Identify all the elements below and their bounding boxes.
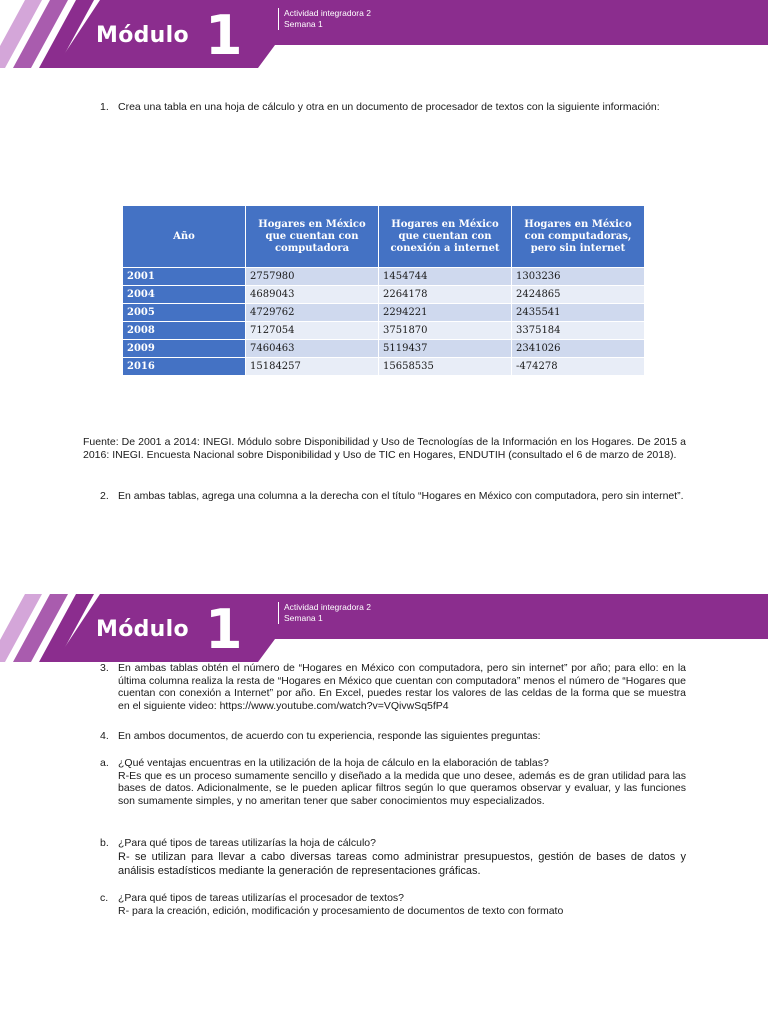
question-c: [100, 892, 686, 917]
cell-year: 2001: [123, 268, 246, 286]
cell-no-internet: 2341026: [512, 340, 645, 358]
item-4-text: En ambos documentos, de acuerdo con tu experiencia, responde las siguientes preguntas:: [118, 730, 541, 742]
brand-number: 1: [205, 598, 243, 661]
cell-no-internet: 3375184: [512, 322, 645, 340]
cell-year: 2016: [123, 358, 246, 376]
item-2-text: En ambas tablas, agrega una columna a la derecha con el título “Hogares en México con computadora, pero sin internet”.: [118, 490, 684, 502]
header-year: Año: [123, 206, 246, 268]
activity-label: Actividad integradora 2: [284, 8, 371, 18]
cell-computer: 4729762: [246, 304, 379, 322]
item-2: [100, 490, 686, 503]
question-c-text: ¿Para qué tipos de tareas utilizarías el procesador de textos?: [118, 892, 404, 904]
header-internet: Hogares en México que cuentan con conexión a internet: [379, 206, 512, 268]
question-b-marker: b.: [100, 837, 109, 849]
cell-year: 2008: [123, 322, 246, 340]
cell-no-internet: 2435541: [512, 304, 645, 322]
table-row: [123, 268, 645, 286]
question-b: [100, 837, 686, 878]
item-3-number: 3.: [100, 662, 109, 674]
households-table: [122, 205, 645, 376]
item-1-number: 1.: [100, 101, 109, 113]
item-1: [100, 101, 660, 114]
cell-no-internet: -474278: [512, 358, 645, 376]
source-note: Fuente: De 2001 a 2014: INEGI. Módulo sobre Disponibilidad y Uso de Tecnologías de la Información en los Hogares. De 2015 a 2016: INEGI. Encuesta Nacional sobre Disponibilidad y Uso de TIC en Hogares, ENDUTIH (consultado el 6 de marzo de 2018).: [83, 436, 686, 461]
cell-internet: 5119437: [379, 340, 512, 358]
question-a: [100, 757, 686, 807]
cell-year: 2005: [123, 304, 246, 322]
item-4-number: 4.: [100, 730, 109, 742]
table-row: [123, 286, 645, 304]
answer-a-text: R-Es que es un proceso sumamente sencillo y diseñado a la medida que uno desee, además es de gran utilidad para las bases de datos. Adicionalmente, se le pueden aplicar filtros según lo que queramos observar y evaluar, y las funciones son sumamente simples, y no ameritan tener que saber conocimientos muy especializados.: [118, 769, 686, 807]
question-c-marker: c.: [100, 892, 109, 904]
header-no-internet: Hogares en México con computadoras, pero sin internet: [512, 206, 645, 268]
cell-internet: 1454744: [379, 268, 512, 286]
table-row: [123, 304, 645, 322]
header-computer: Hogares en México que cuentan con computadora: [246, 206, 379, 268]
cell-computer: 7460463: [246, 340, 379, 358]
item-4: [100, 730, 686, 743]
activity-label: Actividad integradora 2: [284, 602, 371, 612]
cell-year: 2004: [123, 286, 246, 304]
cell-computer: 7127054: [246, 322, 379, 340]
banner-meta: [278, 602, 371, 624]
table-row: [123, 340, 645, 358]
table-row: [123, 322, 645, 340]
brand-word: Módulo: [96, 23, 189, 48]
cell-no-internet: 1303236: [512, 268, 645, 286]
cell-no-internet: 2424865: [512, 286, 645, 304]
answer-b-text: R- se utilizan para llevar a cabo diversas tareas como administrar presupuestos, gestión de bases de datos y análisis estadísticos mediante la generación de representaciones gráficas.: [118, 850, 686, 877]
question-a-text: ¿Qué ventajas encuentras en la utilización de la hoja de cálculo en la elaboración de tablas?: [118, 757, 549, 769]
question-b-text: ¿Para qué tipos de tareas utilizarías la hoja de cálculo?: [118, 837, 376, 849]
item-3-text: En ambas tablas obtén el número de “Hogares en México con computadora, pero sin internet” por año; para ello: en la última columna realiza la resta de “Hogares en México que cuentan con computadora” menos el número de “Hogares que cuentan con conexión a Internet” por año. En Excel, puedes restar los valores de las celdas de la forma que se muestra en el siguiente video: https://www.youtube.com/watch?v=VQivwSq5fP4: [118, 662, 686, 712]
week-label: Semana 1: [284, 613, 323, 623]
table-row: [123, 358, 645, 376]
cell-computer: 15184257: [246, 358, 379, 376]
week-label: Semana 1: [284, 19, 323, 29]
cell-computer: 4689043: [246, 286, 379, 304]
answer-c-text: R- para la creación, edición, modificación y procesamiento de documentos de texto con formato: [118, 904, 564, 917]
cell-computer: 2757980: [246, 268, 379, 286]
brand-word: Módulo: [96, 617, 189, 642]
item-1-text: Crea una tabla en una hoja de cálculo y otra en un documento de procesador de textos con la siguiente información:: [118, 101, 660, 113]
cell-internet: 2264178: [379, 286, 512, 304]
cell-internet: 3751870: [379, 322, 512, 340]
table-header-row: [123, 206, 645, 268]
cell-internet: 2294221: [379, 304, 512, 322]
banner-meta: [278, 8, 371, 30]
question-a-marker: a.: [100, 757, 109, 769]
module-banner-top: [0, 0, 768, 70]
module-banner-second: [0, 594, 768, 664]
brand-number: 1: [205, 4, 243, 67]
cell-year: 2009: [123, 340, 246, 358]
cell-internet: 15658535: [379, 358, 512, 376]
item-3: [100, 662, 686, 712]
item-2-number: 2.: [100, 490, 109, 502]
